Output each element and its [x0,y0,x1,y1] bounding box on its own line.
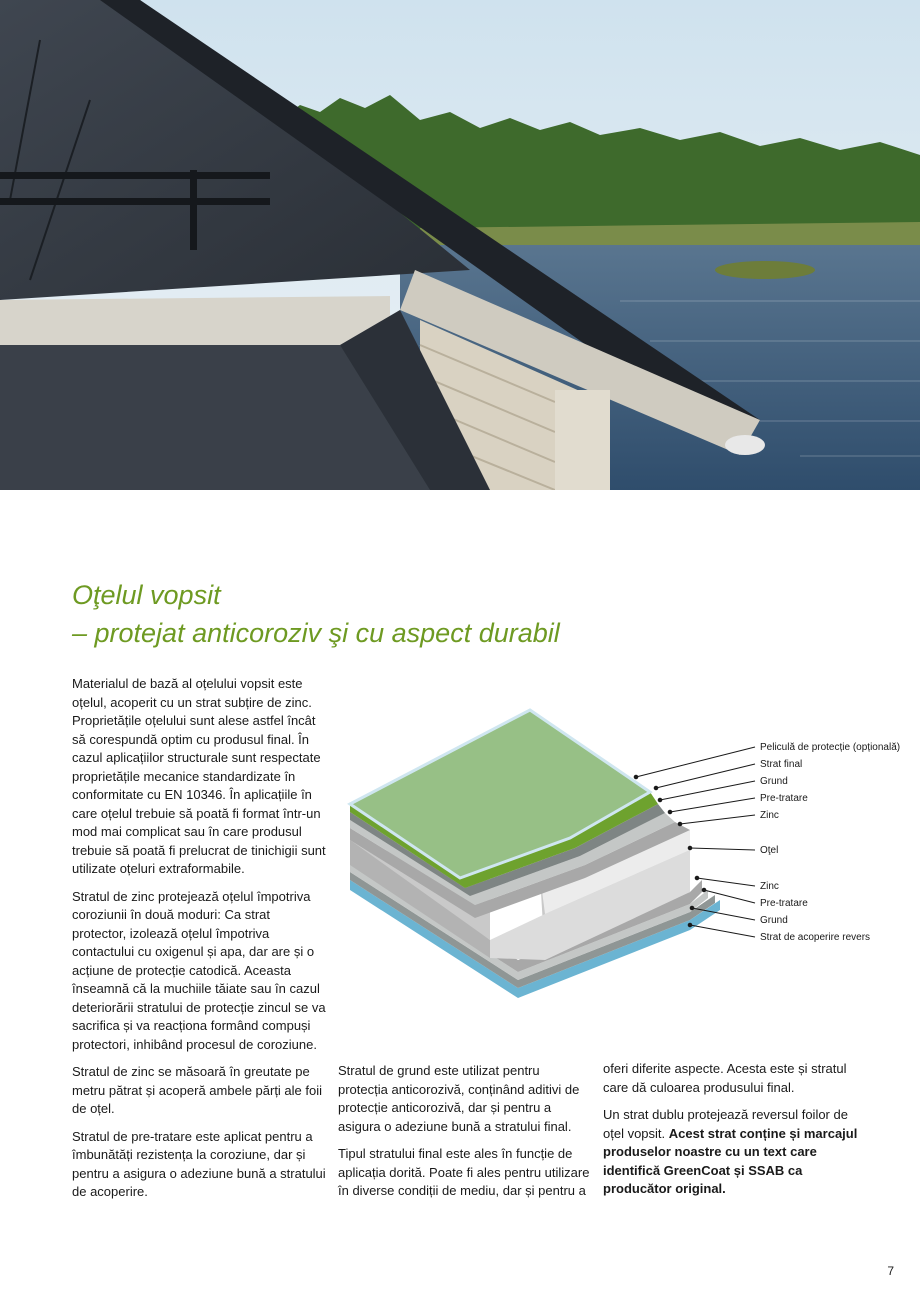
label-steel: Oţel [760,845,779,856]
coating-layers-diagram [340,700,920,1010]
paragraph: Stratul de zinc se măsoară în greutate pe metru pătrat și acoperă ambele părți ale foii de oțel. [72,1064,323,1116]
page-title [72,576,560,652]
paragraph: Stratul de pre-tratare este aplicat pentru a îmbunătăți rezistența la coroziune, dar și pentru a asigura o adeziune bună a stratului de acoperire. [72,1128,326,1199]
label-zinc: Zinc [760,810,779,821]
paragraph: Stratul de zinc protejează oțelul împotriva coroziunii în două moduri: Ca strat protector, izolează oțelul împotriva contactului cu oxigenul și apa, dar are și o acțiune de protecție catodică. Aceasta înseamnă că la muchiile tăiate sau în cazul deteriorării stratului de protecție zincul se va sacrifica și va reacționa formând compuși protectori, inhibând procesul de coroziune. [72,888,326,1052]
title-line-2: – protejat anticoroziv şi cu aspect durabil [72,618,560,648]
label-pretreatment: Pre-tratare [760,793,808,804]
paragraph [603,1106,858,1199]
paragraph-bold: Acest strat conține și marcajul produselor noastre cu un text care identifică GreenCoat și SSAB ca producător original. [603,1125,858,1196]
label-back-coat: Strat de acoperire revers [760,932,871,943]
label-zinc-back: Zinc [760,881,779,892]
paragraph-normal: Un strat dublu protejează reversul foilor de oțel vopsit. [603,1107,848,1141]
title-line-1: Oţelul vopsit [72,580,221,610]
text-column-2 [338,1062,593,1210]
label-primer-back: Grund [760,915,788,926]
paragraph: Materialul de bază al oțelului vopsit este oțelul, acoperit cu un strat subțire de zinc. Proprietățile oțelului sunt alese astfel încât să corespundă optim cu produsul final. În cazul aplicațiilor structurale sunt respectate proprietățile mecanice standardizate în conformitate cu EN 10346. În aplicațiile în care oțelul trebuie să poată fi format într-un mod mai complicat sau în care produsul trebuie să poată fi prelucrat de tinichigii sunt utilizate oțeluri extraformabile. [72,676,326,876]
text-column-1 [72,675,327,1211]
label-pretreatment-back: Pre-tratare [760,898,808,909]
label-primer: Grund [760,776,788,787]
page-number: 7 [887,1264,894,1278]
label-protective-film: Peliculă de protecție (opțională) [760,742,901,753]
paragraph: Stratul de grund este utilizat pentru protecția anticorozivă, conținând aditivi de protecție anticorozivă, dar și pentru a asigura o adeziune bună a stratului final. [338,1063,580,1134]
hero-photo [0,0,920,490]
text-column-3 [603,1060,858,1208]
paragraph: Tipul stratului final este ales în funcție de aplicația dorită. Poate fi ales pentru utilizare în diverse condiții de mediu, dar și pentru a [338,1146,590,1198]
label-top-coat: Strat final [760,759,803,770]
paragraph: oferi diferite aspecte. Acesta este și stratul care dă culoarea produsului final. [603,1061,847,1095]
